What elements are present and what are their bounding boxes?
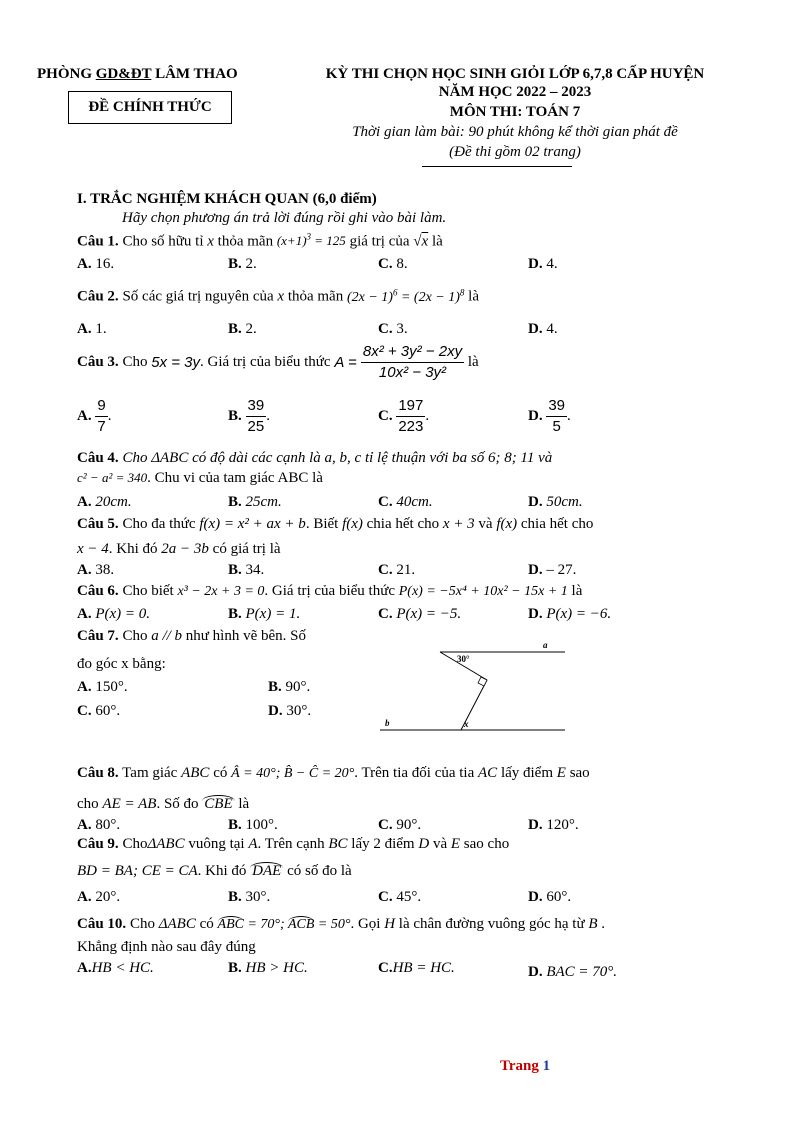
- exam-title: KỲ THI CHỌN HỌC SINH GIỎI LỚP 6,7,8 CẤP HUYỆN: [325, 66, 705, 82]
- q4-option-c[interactable]: C. 40cm.: [378, 494, 433, 510]
- fig-x-label: x: [464, 719, 469, 729]
- q4-option-d[interactable]: D. 50cm.: [528, 494, 583, 510]
- q6-option-a[interactable]: A. P(x) = 0.: [77, 606, 151, 622]
- q9-option-a[interactable]: A. 20°.: [77, 889, 121, 905]
- official-exam-badge: ĐỀ CHÍNH THỨC: [68, 91, 232, 124]
- q6-option-d[interactable]: D. P(x) = −6.: [528, 606, 612, 622]
- section-instruction: Hãy chọn phương án trả lời đúng rồi ghi vào bài làm.: [122, 210, 447, 226]
- question-1: Câu 1. Cho số hữu tỉ x thỏa mãn $(x+1)^3 = 125$ giá trị của √x là: [77, 232, 443, 250]
- q3-expression: $\frac{\text{8x² + 3y² − 2xy}}{\text{10x² − 3y²}}$: [362, 343, 463, 381]
- question-9-line2: BD = BA; CE = CA. Khi đó DAE có số đo là: [77, 863, 352, 879]
- q10-option-a[interactable]: A.HB < HC.: [77, 960, 154, 976]
- q5-option-b[interactable]: B. 34.: [228, 562, 265, 578]
- q8-option-d[interactable]: D. 120°.: [528, 817, 579, 833]
- q7-option-b[interactable]: B. 90°.: [268, 679, 311, 695]
- fig-b-label: b: [385, 718, 390, 728]
- q3-option-a[interactable]: A. $\frac{9}{7}$ .: [77, 397, 112, 435]
- subject: MÔN THI: TOÁN 7: [449, 104, 581, 120]
- q4-option-a[interactable]: A. 20cm.: [77, 494, 132, 510]
- fig-a-label: a: [543, 640, 548, 650]
- q3-option-d[interactable]: D. $\frac{39}{5}$ .: [528, 397, 571, 435]
- footer-page-number: 1: [542, 1058, 551, 1074]
- q1-option-c[interactable]: C. 8.: [378, 256, 408, 272]
- question-6: Câu 6. Cho biết x³ − 2x + 3 = 0. Giá trị của biểu thức P(x) = −5x⁴ + 10x² − 15x + 1 là: [77, 583, 583, 599]
- q4-option-b[interactable]: B. 25cm.: [228, 494, 282, 510]
- q8-option-b[interactable]: B. 100°.: [228, 817, 278, 833]
- q9-option-d[interactable]: D. 60°.: [528, 889, 572, 905]
- q3-option-b[interactable]: B. $\frac{39}{25}$ .: [228, 397, 270, 435]
- time-note: Thời gian làm bài: 90 phút không kể thời gian phát đề: [352, 124, 678, 140]
- q1-option-d[interactable]: D. 4.: [528, 256, 558, 272]
- q8-option-c[interactable]: C. 90°.: [378, 817, 422, 833]
- question-4: Câu 4. Cho ΔABC có độ dài các cạnh là a, b, c tỉ lệ thuận với ba số 6; 8; 11 và: [77, 450, 553, 466]
- question-5: Câu 5. Cho đa thức f(x) = x² + ax + b. Biết f(x) chia hết cho x + 3 và f(x) chia hết cho: [77, 516, 594, 532]
- q7-option-a[interactable]: A. 150°.: [77, 679, 128, 695]
- question-9: Câu 9. ChoΔABC vuông tại A. Trên cạnh BC lấy 2 điểm D và E sao cho: [77, 836, 510, 852]
- q3-option-c[interactable]: C. $\frac{197}{223}$ .: [378, 397, 430, 435]
- q6-option-c[interactable]: C. P(x) = −5.: [378, 606, 462, 622]
- question-10-line2: Khẳng định nào sau đây đúng: [77, 939, 256, 955]
- q5-option-a[interactable]: A. 38.: [77, 562, 115, 578]
- q2-option-a[interactable]: A. 1.: [77, 321, 107, 337]
- q10-option-b[interactable]: B. HB > HC.: [228, 960, 308, 976]
- question-2: Câu 2. Số các giá trị nguyên của x thỏa mãn $(2x - 1)^6 = (2x - 1)^8$ là: [77, 287, 479, 305]
- school-year: NĂM HỌC 2022 – 2023: [438, 84, 592, 100]
- q1-option-a[interactable]: A. 16.: [77, 256, 115, 272]
- header-rule: [422, 166, 572, 167]
- q2-option-b[interactable]: B. 2.: [228, 321, 257, 337]
- q5-option-c[interactable]: C. 21.: [378, 562, 416, 578]
- question-10: Câu 10. Cho ΔABC có ABC = 70°; ACB = 50°. Gọi H là chân đường vuông góc hạ từ B .: [77, 916, 606, 932]
- q10-option-d[interactable]: D. BAC = 70°.: [528, 964, 618, 980]
- section-title: I. TRẮC NGHIỆM KHÁCH QUAN (6,0 điểm): [77, 191, 377, 207]
- question-3: Câu 3. Cho 5x = 3y. Giá trị của biểu thức A = $\frac{\text{8x² + 3y² − 2xy}}{\text{10x² − 3y²}}$ là: [77, 343, 479, 381]
- pages-note: (Đề thi gồm 02 trang): [449, 144, 581, 160]
- q9-option-c[interactable]: C. 45°.: [378, 889, 422, 905]
- q1-option-b[interactable]: B. 2.: [228, 256, 257, 272]
- q7-figure: [375, 640, 575, 735]
- q7-option-c[interactable]: C. 60°.: [77, 703, 121, 719]
- question-7: Câu 7. Cho a // b như hình vẽ bên. Số: [77, 628, 307, 644]
- question-8: Câu 8. Tam giác ABC có Â = 40°; B̂ − Ĉ = 20°. Trên tia đối của tia AC lấy điểm E sao: [77, 765, 590, 781]
- department-title: PHÒNG GD&ĐT LÂM THAO: [37, 66, 238, 82]
- fig-angle-label: 30°: [457, 654, 470, 664]
- q2-option-d[interactable]: D. 4.: [528, 321, 558, 337]
- q8-option-a[interactable]: A. 80°.: [77, 817, 121, 833]
- q5-option-d[interactable]: D. – 27.: [528, 562, 577, 578]
- question-8-line2: cho AE = AB. Số đo CBE là: [77, 796, 250, 812]
- right-angle-mark: [478, 677, 487, 686]
- q7-option-d[interactable]: D. 30°.: [268, 703, 312, 719]
- page-footer: [500, 1058, 550, 1075]
- question-5-line2: x − 4. Khi đó 2a − 3b có giá trị là: [77, 541, 281, 557]
- question-7-line2: đo góc x bằng:: [77, 656, 166, 672]
- q6-option-b[interactable]: B. P(x) = 1.: [228, 606, 301, 622]
- q2-option-c[interactable]: C. 3.: [378, 321, 408, 337]
- question-4-line2: c² − a² = 340. Chu vi của tam giác ABC là: [77, 470, 323, 486]
- footer-label: Trang: [500, 1058, 543, 1074]
- q9-option-b[interactable]: B. 30°.: [228, 889, 271, 905]
- q10-option-c[interactable]: C.HB = HC.: [378, 960, 455, 976]
